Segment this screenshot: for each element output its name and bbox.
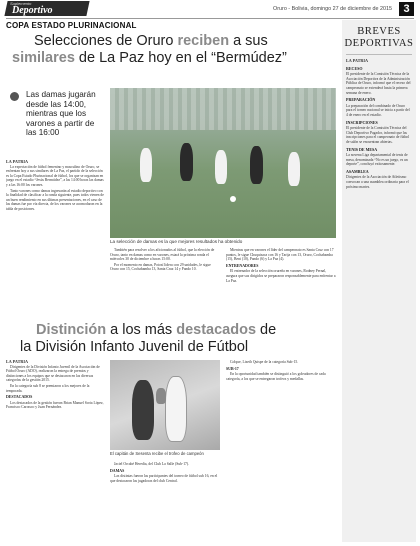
section-title: COPA ESTADO PLURINACIONAL [6,21,137,30]
brief-text: Dirigentes de la Asociación de Atletismo convocan a una asamblea ordinaria para el próximo martes. [346,175,409,189]
headline-highlight: reciben [177,33,230,49]
ball [230,196,236,202]
photo-caption: La selección de damas es la que mejores resultados ha obtenido [110,239,243,244]
logo-supplement: Suplemento [10,1,32,6]
headline-highlight: destacados [176,322,257,338]
sidebar-briefs [342,20,416,542]
header-rule [6,18,414,19]
brief-heading: INSCRIPCIONES [346,119,378,125]
bullet-icon [10,92,19,101]
paragraph: Los destacados de la gestión fueron Brian Manuel Soria López, Francisco Carrasco y Juan Fernández. [6,400,104,410]
player-figure [288,152,300,186]
headline-part: a los más [110,322,173,338]
brief-text: La novena Liga departamental de tenis de mesa, denominada “No es un juego, es un deporte”, concluyó exitosamente. [346,153,408,167]
paragraph: Las distintas fueron las participantes del torneo de fútbol sub 16, en el que destacaron las jugadoras del club Central. [110,474,218,483]
headline-highlight: similares [12,50,75,66]
page-header [0,0,420,18]
byline: LA PATRIA [6,360,29,364]
subheading: ENTRENADORES [226,263,259,268]
paragraph: También para resolver a los aficionados al fútbol, que la elección de Oruro, tanto en damas como en varones, estará la próxima ronda el miércoles 30 de diciembre a horas 15:00. [110,248,215,262]
player-figure [140,148,152,182]
issue-date: Oruro - Bolivia, domingo 27 de diciembre de 2015 [273,6,392,12]
person-figure [165,376,187,442]
pull-quote: Las damas jugarán desde las 14:00, mientras que los varones a partir de las 16:00 [26,90,96,138]
subheading: DESTACADOS [6,395,33,400]
paragraph: Colque, Lizeth Quispe de la categoría Sub-15. [230,360,299,364]
player-figure [180,143,193,181]
byline: LA PATRIA [6,160,29,164]
brief-text: La preparación del combinado de Oruro para el torneo nacional se inicia a partir del 4 de enero en el estadio. [346,103,410,117]
story2-column-3 [226,360,336,542]
byline: LA PATRIA [346,58,369,63]
trophy-shape [156,388,166,404]
story1-column-2 [110,248,220,318]
story2-headline [20,322,340,356]
trophy-photo [110,360,220,450]
football-photo [110,88,336,238]
brief-text: El presidente de la Comisión Técnica de la Asociación Deportiva de la Administración Pública de Oruro, informó que el receso del campeonato se extenderá hasta la primera semana de enero. [346,72,411,95]
headline-part: de [260,322,277,338]
player-figure [250,146,263,184]
brief-heading: TENIS DE MESA [346,146,378,152]
paragraph: Tanto varones como damas ingresarán al estadio deportivo con la finalidad de clasificar a la ronda siguiente, pues todos vienen de un buen rendimiento en sus últimas presentaciones, en el caso de las damas fue por vía directa, de los varones se acomodaron en la tabla de posiciones. [6,188,104,211]
subheading: DAMAS [110,468,125,473]
story1-column-3 [226,248,336,318]
story2-column-2 [110,462,220,542]
brief-heading: RECESO [346,65,363,71]
brief-heading: ASAMBLEA [346,168,369,174]
paragraph: En la categoría sub 8 se premiaron a los mejores de la temporada. [6,383,90,393]
paragraph: El entrenador de la selección orureña en varones, Rodney Pernal, asegura que sus dirigidos se prepararon responsablemente para enfrentar a La Paz. [226,269,336,283]
paragraph: Jaciel Orcabé Heredia, del Club La Salle (Sub-17). [114,462,190,466]
paragraph: Dirigentes de la División Infanto Juvenil de la Asociación de Fútbol Oruro (ADO), realizaron la entrega de premios y distinciones a los equipos que se destacaron en las diversas categorías de la gestión 2015. [6,364,100,383]
story1-headline [12,33,332,67]
stadium-stand [110,88,336,130]
paragraph: Por el momento en damas, Potosí lidera con 29 unidades, le sigue Oruro con 15, Cochabamba 13, Santa Cruz 14 y Pando 10. [110,262,211,272]
person-figure [132,380,154,440]
headline-part: la División Infanto Juvenil de Fútbol [20,339,249,355]
page-number: 3 [399,2,414,16]
story1-column-1 [6,160,104,315]
subheading: SUB-17 [226,366,239,371]
story2-column-1 [6,360,104,542]
brief-text: El presidente de la Comisión Técnica del Club Deportivo Pagador, informó que las inscripciones para el campeonato de fútbol de salón se encuentran abiertas. [346,126,410,144]
paragraph: Mientras que en varones el líder del campeonato es Santa Cruz con 17 puntos, le sigue Chuquisaca con 16 y Tarija con 13, Oruro, Cochabamba (15), Beni (10), Pando (6) y La Paz (4). [226,248,334,262]
divider [346,54,412,55]
headline-highlight: Distinción [36,322,107,338]
headline-part: Selecciones de Oruro [34,33,174,49]
headline-part: a sus [233,33,268,49]
photo-caption: El capitán de Sesenta recibe el trofeo de campeón [110,451,204,456]
headline-part: de La Paz hoy en el “Bermúdez” [78,50,287,66]
paragraph: La expectación de fútbol femenino y masculino de Oruro, se enfrentan hoy a sus similares de La Paz, el partido de la selección es la Copa Estado Plurinacional de fútbol, los que se organizan en juego en el estadio “Jesús Bermúdez”, a las 14:00 horas las damas y a las 16:00 los varones. [6,164,104,187]
paragraph: En la oportunidad también se distinguió a los goleadores de cada categoría, a los que se entregaron trofeos y medallas. [226,372,326,381]
logo-text: Deportivo [12,5,53,16]
brief-heading: PREPARACIÓN [346,97,376,103]
player-figure [215,150,227,184]
sidebar-title: BREVES DEPORTIVAS [344,26,414,49]
